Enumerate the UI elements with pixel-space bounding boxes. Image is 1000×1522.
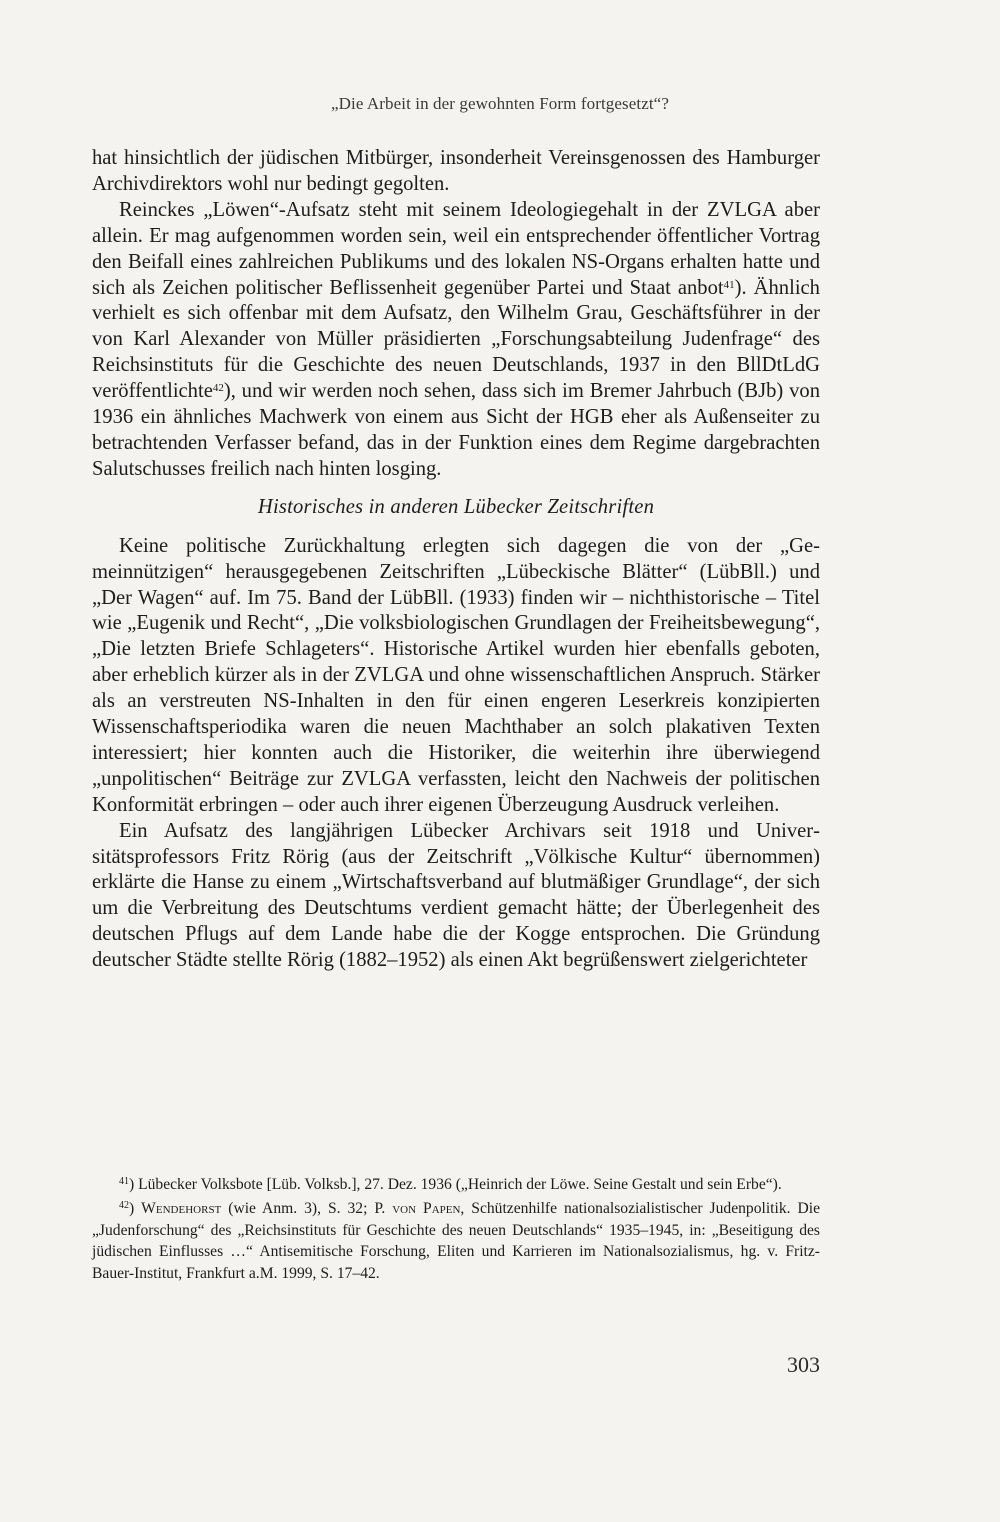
paragraph-1: hat hinsichtlich der jüdischen Mitbürger, insonderheit Vereinsgenossen des Hamburger Archivdirektors wohl nur bedingt gegolten. <box>92 147 820 195</box>
paragraph-4: Ein Aufsatz des langjährigen Lübecker Archivars seit 1918 und Universitätsprofessors Fritz Rörig (aus der Zeitschrift „Völkische Kultur“ übernommen) erklärte die Hanse zu einem „Wirtschaftsverband auf blutmäßiger Grundlage“, der sich um die Verbreitung des Deutschtums verdient gemacht hätte; der Überlegenheit des deutschen Pflugs auf dem Lande habe die der Kogge entsprochen. Die Gründung deutscher Städte stellte Rörig (1882–1952) als einen Akt begrüßenswert zielgerichteter <box>92 819 820 972</box>
paragraph-2 <box>92 198 820 483</box>
footnote-42-text-a: (wie Anm. 3), S. 32; P. <box>221 1199 393 1217</box>
footnote-42 <box>92 1198 820 1285</box>
footnote-41-number: 41 <box>119 1176 129 1187</box>
footnote-42-author-1: Wendehorst <box>141 1199 222 1217</box>
section-heading: Historisches in anderen Lübecker Zeitschriften <box>257 495 655 518</box>
running-head: „Die Arbeit in der gewohnten Form fortgesetzt“? <box>331 94 669 113</box>
footnote-42-number: 42 <box>119 1199 129 1211</box>
page-number: 303 <box>787 1352 820 1377</box>
paragraph-2-part-a: Reinckes „Löwen“-Aufsatz steht mit seinem Ideologiegehalt in der ZVLGA aber allein. Er mag aufgenommen worden sein, weil ein entsprechender öffentlicher Vortrag den Beifall eines zahlreichen Publikums und des lokalen NS-Organs erhalten hatte und sich als Zeichen politischer Beflissenheit gegenüber Partei und Staat anbot <box>92 198 820 299</box>
footnote-41-text: ) Lübecker Volksbote [Lüb. Volksb.], 27. Dez. 1936 („Heinrich der Löwe. Seine Gestalt und sein Erbe“). <box>129 1176 782 1193</box>
footnote-41 <box>92 1174 820 1196</box>
paragraph-2-part-b: ). Ähnlich verhielt es sich offenbar mit dem Aufsatz, den Wilhelm Grau, Geschäftsführer in der von Karl Alexander von Müller präsidierten „Forschungsabteilung Judenfrage“ des Reichsinstituts für die Geschichte des neuen Deutschlands, 1937 in den BllDtLdG veröffentlichte <box>92 276 820 403</box>
footnote-42-text-start: ) <box>129 1199 142 1217</box>
main-text <box>92 146 820 974</box>
footnote-42-text-b: , Schützenhilfe nationalsozialistischer Judenpolitik. Die „Judenforschung“ des „Reichsinstituts für Geschichte des neuen Deutschlands“ 1935–1945, in: „Beseitigung des jüdischen Einflusses …“ Antisemitische Forschung, Eliten und Karrieren im Nationalsozialismus, hg. v. Fritz-Bauer-Institut, Frankfurt a.M. 1999, S. 17–42. <box>92 1199 821 1283</box>
footnote-ref-42: 42 <box>212 382 224 395</box>
footnote-42-author-2: von Papen <box>392 1199 461 1217</box>
footnotes <box>92 1174 820 1287</box>
footnote-ref-41: 41 <box>723 278 735 291</box>
paragraph-3: Keine politische Zurückhaltung erlegten sich dagegen die von der „Gemeinnützigen“ herausgegebenen Zeitschriften „Lübeckische Blätter“ (LübBll.) und „Der Wagen“ auf. Im 75. Band der LübBll. (1933) finden wir – nichthistorische – Titel wie „Eugenik und Recht“, „Die volksbiologischen Grundlagen der Freiheitsbewegung“, „Die letzten Briefe Schlageters“. Historische Artikel wurden hier ebenfalls geboten, aber erheblich kürzer als in der ZVLGA und ohne wissenschaftlichen Anspruch. Stärker als an verstreuten NS-Inhalten in den für einen engeren Leserkreis konzipierten Wissenschaftsperiodika waren die neuen Machthaber an solch plakativen Texten interessiert; hier konnten auch die Historiker, die weiterhin ihre überwiegend „unpolitischen“ Beiträge zur ZVLGA verfassten, leicht den Nachweis der politischen Konformität erbringen – oder auch ihrer eigenen Überzeugung Ausdruck verleihen. <box>92 534 820 816</box>
paragraph-2-part-c: ), und wir werden noch sehen, dass sich im Bremer Jahrbuch (BJb) von 1936 ein ähnliches Machwerk von einem aus Sicht der HGB eher als Außenseiter zu betrachtenden Verfasser befand, das in der Funktion eines dem Regime dargebrachten Salutschusses freilich nach hinten losging. <box>92 380 820 480</box>
